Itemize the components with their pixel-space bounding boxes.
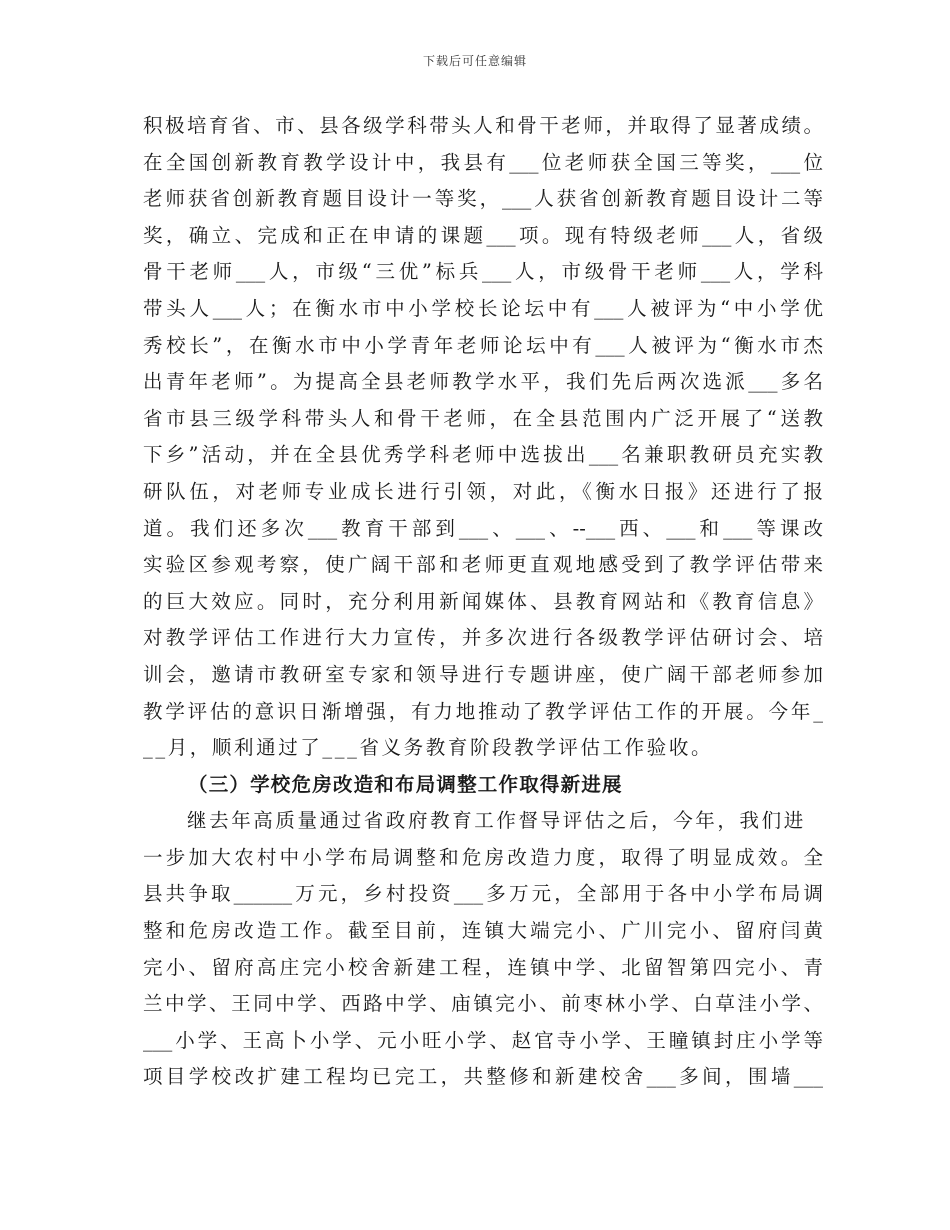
text-line: ___小学、王高卜小学、元小旺小学、赵官寺小学、王瞳镇封庄小学等 <box>143 1028 823 1052</box>
text-line: 训会，邀请市教研室专家和领导进行专题讲座，使广阔干部老师参加 <box>143 662 823 686</box>
text-line: 老师获省创新教育题目设计一等奖，___人获省创新教育题目设计二等 <box>143 187 823 211</box>
text-line: 研队伍，对老师专业成长进行引领，对此，《衡水日报》还进行了报 <box>143 479 823 503</box>
text-line: 的巨大效应。同时，充分利用新闻媒体、县教育网站和《教育信息》 <box>143 589 823 613</box>
text-line: 奖，确立、完成和正在申请的课题___项。现有特级老师___人，省级 <box>143 223 823 247</box>
text-line: 一步加大农村中小学布局调整和危房改造力度，取得了明显成效。全 <box>143 845 823 869</box>
page-header: 下载后可任意编辑 <box>422 54 527 68</box>
text-line: 在全国创新教育教学设计中，我县有___位老师获全国三等奖，___位 <box>143 150 823 174</box>
text-line: 道。我们还多次___教育干部到___、___、--___西、___和___等课改 <box>143 516 823 540</box>
text-line: 整和危房改造工作。截至目前，连镇大端完小、广川完小、留府闫黄 <box>143 919 823 943</box>
text-line: 带头人___人；在衡水市中小学校长论坛中有___人被评为“中小学优 <box>143 296 823 320</box>
text-line: 教学评估的意识日渐增强，有力地推动了教学评估工作的开展。今年_ <box>143 699 823 723</box>
text-line: 出青年老师”。为提高全县老师教学水平，我们先后两次选派___多名 <box>143 370 823 394</box>
text-line: 省市县三级学科带头人和骨干老师，在全县范围内广泛开展了“送教 <box>143 406 823 430</box>
text-line: 县共争取______万元，乡村投资___多万元，全部用于各中小学布局调 <box>143 882 823 906</box>
text-line: 骨干老师___人，市级“三优”标兵___人，市级骨干老师___人，学科 <box>143 260 823 284</box>
text-line: 对教学评估工作进行大力宣传，并多次进行各级教学评估研讨会、培 <box>143 626 823 650</box>
text-line: 积极培育省、市、县各级学科带头人和骨干老师，并取得了显著成绩。 <box>143 114 823 137</box>
text-line: 继去年高质量通过省政府教育工作督导评估之后，今年，我们进 <box>187 809 806 833</box>
text-line: 秀校长”，在衡水市中小学青年老师论坛中有___人被评为“衡水市杰 <box>143 333 823 357</box>
document-body <box>143 108 823 1096</box>
paragraph-1 <box>143 108 823 767</box>
text-line: 兰中学、王同中学、西路中学、庙镇完小、前枣林小学、白草洼小学、 <box>143 992 823 1016</box>
paragraph-2 <box>143 803 823 1096</box>
text-line: 项目学校改扩建工程均已完工，共整修和新建校舍___多间，围墙___ <box>143 1065 823 1089</box>
text-line: 下乡”活动，并在全县优秀学科老师中选拔出___名兼职教研员充实教 <box>143 443 823 467</box>
text-line: 完小、留府高庄完小校舍新建工程，连镇中学、北留智第四完小、青 <box>143 955 823 979</box>
section-heading: （三）学校危房改造和布局调整工作取得新进展 <box>188 772 623 796</box>
text-line: 实验区参观考察，使广阔干部和老师更直观地感受到了教学评估带来 <box>143 553 823 577</box>
text-line: __月，顺利通过了___省义务教育阶段教学评估工作验收。 <box>143 736 714 760</box>
